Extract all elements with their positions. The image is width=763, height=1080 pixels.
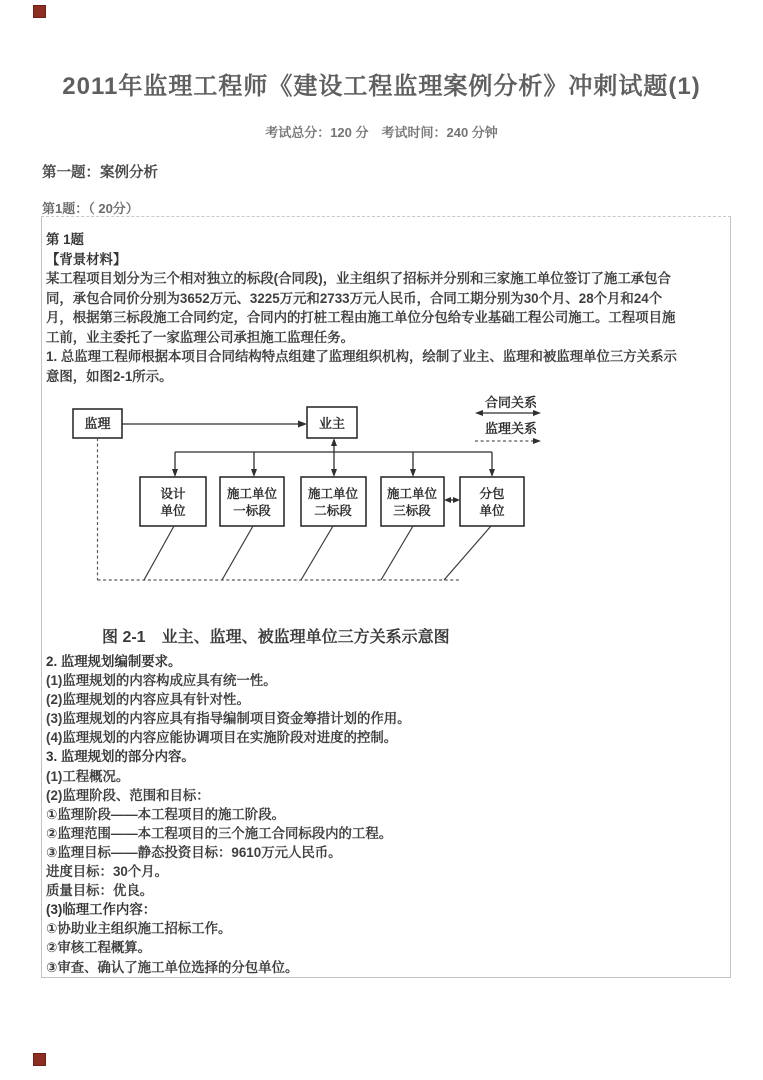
list-line: ③监理目标——静态投资目标：9610万元人民币。 — [46, 844, 342, 860]
node-subcontractor-box — [460, 477, 524, 526]
node-owner-label: 业主 — [318, 416, 346, 431]
question-score-label: 第1题：（ 20分） — [42, 201, 139, 216]
list-line: (3)临理工作内容： — [46, 902, 157, 918]
node-contractor3-box — [381, 477, 444, 526]
question-content-box — [41, 216, 731, 978]
legend-supervision-label: 监理关系 — [484, 421, 538, 436]
list-line: 3. 监理规划的部分内容。 — [46, 749, 195, 765]
exam-meta-line: 考试总分：120 分 考试时间：240 分钟 — [265, 125, 498, 140]
background-paragraph-line: 同，承包合同价分别为3652万元、3225万元和2733万元人民币，合同工期分别为30个月、28个月和24个 — [46, 290, 663, 306]
node-design-label: 设计 — [160, 487, 186, 501]
list-line: ③审查、确认了施工单位选择的分包单位。 — [46, 959, 299, 975]
relationship-diagram — [46, 388, 730, 598]
legend-contract-label: 合同关系 — [484, 395, 538, 410]
figure-caption: 图 2-1 业主、监理、被监理单位三方关系示意图 — [102, 629, 450, 646]
supervision-diagonal — [301, 526, 333, 580]
node-supervisor-label: 监理 — [84, 416, 111, 431]
broken-image-marker-bottom — [33, 1053, 46, 1066]
list-line: (4)监理规划的内容应能协调项目在实施阶段对进度的控制。 — [46, 730, 398, 746]
list-line: 进度目标：30个月。 — [46, 864, 169, 880]
list-line: 质量目标：优良。 — [46, 883, 154, 899]
item-1-line: 意图，如图2-1所示。 — [46, 368, 173, 384]
supervision-diagonal — [381, 526, 413, 580]
node-contractor1-label: 一标段 — [233, 504, 271, 518]
background-paragraph-line: 月，根据第三标段施工合同约定，合同内的打桩工程由施工单位分包给专业基础工程公司施工。工程项目施 — [46, 310, 676, 325]
node-contractor1-box — [220, 477, 284, 526]
node-contractor3-label: 施工单位 — [386, 487, 438, 501]
list-line: (1)监理规划的内容构成应具有统一性。 — [46, 673, 277, 689]
node-design-box — [140, 477, 206, 526]
list-line: (2)监理阶段、范围和目标： — [46, 787, 210, 803]
node-design-label: 单位 — [160, 504, 186, 518]
list-line: ①监理阶段——本工程项目的施工阶段。 — [46, 806, 285, 822]
node-subcontractor-label: 单位 — [479, 504, 505, 518]
list-line: (1)工程概况。 — [46, 768, 130, 784]
page-title: 2011年监理工程师《建设工程监理案例分析》冲刺试题(1) — [62, 73, 701, 100]
node-contractor3-label: 三标段 — [393, 504, 431, 518]
supervision-diagonal — [444, 526, 491, 580]
background-material-header: 【背景材料】 — [46, 251, 127, 267]
background-paragraph-line: 某工程项目划分为三个相对独立的标段(合同段)，业主组织了招标并分别和三家施工单位签订了施工承包合 — [46, 271, 671, 286]
node-contractor2-label: 二标段 — [314, 504, 352, 518]
section-heading: 第一题：案例分析 — [42, 165, 158, 181]
background-paragraph-line: 工前，业主委托了一家监理公司承担施工监理任务。 — [46, 329, 354, 345]
supervision-diagonal — [144, 526, 174, 580]
list-line: ①协助业主组织施工招标工作。 — [46, 921, 232, 937]
node-contractor1-label: 施工单位 — [226, 487, 278, 501]
list-line: (3)监理规划的内容应具有指导编制项目资金筹措计划的作用。 — [46, 711, 411, 727]
requirements-list — [46, 652, 730, 977]
list-line: (2)监理规划的内容应具有针对性。 — [46, 692, 250, 708]
item-1-line: 1. 总监理工程师根据本项目合同结构特点组建了监理组织机构，绘制了业主、监理和被监理单位三方关系示 — [46, 349, 677, 364]
supervision-diagonal — [222, 526, 253, 580]
list-line: ②监理范围——本工程项目的三个施工合同标段内的工程。 — [46, 825, 393, 841]
list-line: ②审核工程概算。 — [46, 940, 152, 956]
broken-image-marker-top — [33, 5, 46, 18]
list-line: 2. 监理规划编制要求。 — [46, 654, 182, 669]
node-contractor2-label: 施工单位 — [307, 487, 359, 501]
node-subcontractor-label: 分包 — [479, 487, 505, 501]
node-contractor2-box — [301, 477, 366, 526]
question-number: 第 1题 — [46, 232, 84, 247]
